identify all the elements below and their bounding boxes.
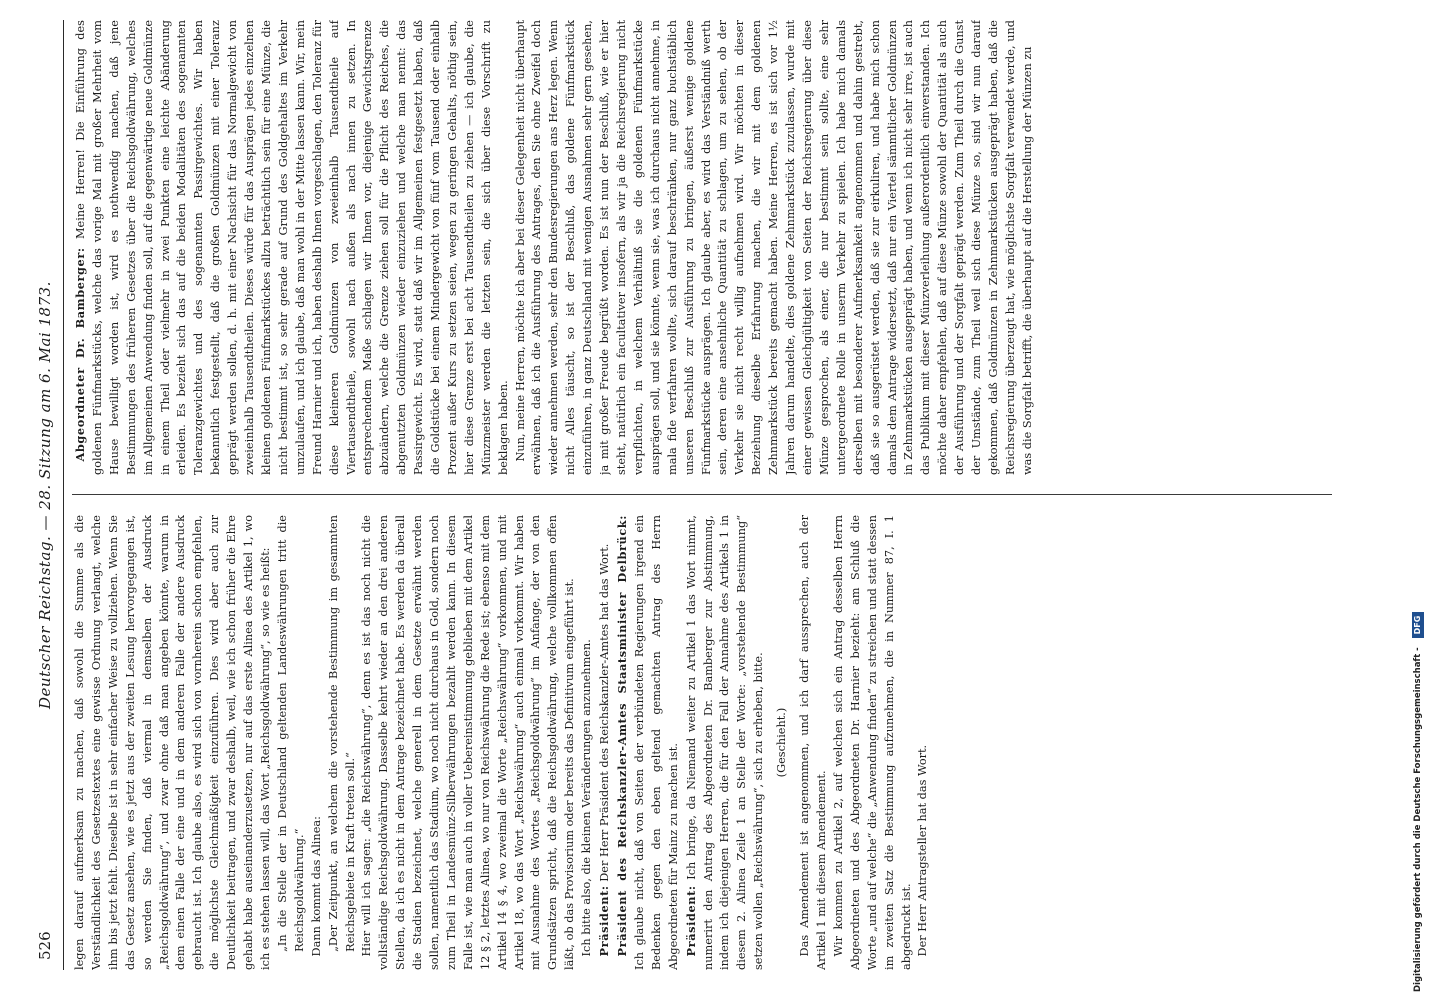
speech-text: Ich glaube nicht, daß von Seiten der verbündeten Regierungen irgend ein Bedenken gegen den eben geltend gemachten Antrag des Herrn Abgeordneten für Mainz zu machen ist. — [632, 515, 680, 970]
speech-text: Der Herr Präsident des Reichskanzler-Amtes hat das Wort. — [598, 543, 612, 886]
paragraph: legen darauf aufmerksam zu machen, daß sowohl die Summe als die Verständlichkeit des Gesetzestextes eine gewisse Ordnung verlangt, welche ihm bis jetzt fehlt. Dieselbe ist in sehr einfacher Weise zu vollziehen. Wenn Sie das Gesetz ansehen, wie es jetzt aus der zweiten Lesung hervorgegangen ist, so werden Sie finden, daß viermal in demselben der Ausdruck „Reichsgoldwährung“, und zwar ohne daß man angeben könnte, warum in dem einen Falle der eine und in dem anderen Falle der andere Ausdruck gebraucht ist. Ich glaube also, es wird sich von vornherein schon empfehlen, die möglichste Gleichmäßigkeit einzuführen. Dies wird aber auch zur Deutlichkeit beitragen, und zwar deshalb, weil, wie ich schon früher die Ehre gehabt habe auseinanderzusetzen, nur auf das erste Alinea des Artikel 1, wo ich es stehen lassen will, das Wort „Reichsgoldwährung“, so wie es heißt: — [73, 515, 272, 970]
document-page — [30, 20, 1340, 970]
paragraph: Nun, meine Herren, möchte ich aber bei dieser Gelegenheit nicht überhaupt erwähnen, daß ich die Ausführung des Antrages, den Sie ohne Zweifel doch wieder annehmen werden, sehr den Bundesregierungen ans Herz legen. Wenn nicht Alles täuscht, so ist der Beschluß, das goldene Fünfmarkstück einzuführen, in ganz Deutschland mit wenigen Ausnahmen sehr gern gesehen, ja mit großer Freude begrüßt worden. Es ist nun der Beschluß, wie er hier steht, natürlich ein facultativer insofern, als wir ja die Reichsregierung nicht verpflichten, in welchem Verhältniß sie die goldenen Fünfmarkstücke ausprägen soll, und sie könnte, wenn sie, was ich durchaus nicht annehme, in mala fide verfahren wollte, sich darauf beschränken, nur ganz buchstäblich unseren Beschluß zur Ausführung zu bringen, äußerst wenige goldene Fünfmarkstücke ausprägen. Ich glaube aber, es wird das Verständniß werth sein, deren eine ansehnliche Quantität zu schlagen, um zu sehen, ob der Verkehr sie nicht recht willig aufnehmen wird. Wir möchten in dieser Beziehung dieselbe Erfahrung machen, die wir mit dem goldenen Zehnmarkstück bereits gemacht haben. Meine Herren, es ist sich vor 1½ Jahren darum handelte, dies goldene Zehnmarkstück zuzulassen, wurde mit einer gewissen Gleichgültigkeit von Seiten der Reichsregierung über diese Münze gesprochen, als einer, die nur bestimmt sein sollte, eine sehr untergeordnete Rolle in unserm Verkehr zu spielen. Ich habe mich damals derselben mit besonderer Aufmerksamkeit angenommen und dahin gestrebt, daß sie so ausgerüstet werden, daß sie zur eirkuliren, und habe mich schon damals dem Antrage widersetzt, daß nur ein Viertel sämmtlicher Goldmünzen in Zehnmarkstücken ausgeprägt haben, und wenn ich nicht sehr irre, ist auch das Publikum mit dieser Münzverleihung außerordentlich einverstanden. Ich möchte daher empfehlen, daß auf diese Münze sowohl der Quantität als auch der Ausführung und der Sorgfalt geprägt werden. Zum Theil durch die Gunst der Umstände, zum Theil weil sich diese Münze so, sind wir nun darauf gekommen, daß Goldmünzen in Zehnmarkstücken ausgeprägt haben, daß die Reichsregierung überzeugt hat, wie möglichste Sorgfalt verwendet werde, und was die Sorgfalt betrifft, die überhaupt auf die Herstellung der Münzen zu — [513, 20, 1034, 475]
paragraph: Dann kommt das Alinea: — [309, 816, 323, 957]
paragraph: Der Herr Antragsteller hat das Wort. — [916, 744, 930, 957]
digitization-credit — [1408, 8, 1428, 992]
credit-text: Digitalisierung gefördert durch die Deutsche Forschungsgemeinschaft - — [1413, 647, 1423, 992]
paragraph: Ich bitte also, die kleinen Veränderungen anzunehmen. — [580, 639, 594, 957]
speech — [683, 515, 769, 970]
speech — [72, 20, 513, 475]
right-column — [72, 20, 1332, 475]
column-divider — [72, 494, 1332, 495]
header-rule — [63, 20, 64, 970]
stage-direction: (Geschieht.) — [775, 707, 789, 778]
quotation: „Der Zeitpunkt, an welchem die vorstehende Bestimmung im gesammten Reichsgebiete in Kraft treten soll.“ — [326, 515, 357, 952]
speech — [614, 515, 683, 970]
speaker-name: Präsident: — [683, 885, 698, 957]
speech-text: Ich bringe, da Niemand weiter zu Artikel 1 das Wort nimmt, numerirt den Antrag des Abgeordneten Dr. Bamberger zur Abstimmung, indem ich diejenigen Herren, die für den Fall der Annahme des Artikels 1 in diesem 2. Alinea Zeile 1 an Stelle der Worte: „vorstehende Bestimmung“ setzen wollen „Reichswährung“, sich zu erheben, bitte. — [684, 515, 766, 970]
speaker-name: Präsident: — [597, 885, 612, 957]
dfg-logo: DFG — [1412, 612, 1424, 639]
paragraph: Hier will ich sagen: „die Reichswährung“, denn es ist das noch nicht die vollständige Reichsgoldwährung. Dasselbe kehrt wieder an den drei anderen Stellen, da ich es nicht in dem Antrage bezeichnet habe. Es werden da überall die Stadien bezeichnet, welche generell in dem Gesetze erwähnt werden sollen, namentlich das Stadium, wo noch nicht durchaus in Gold, sondern noch zum Theil in Landesmünz-Silberwährungen bezahlt werden kann. In diesem Falle ist, wie man auch in voller Uebereinstimmung geblieben mit dem Artikel 12 § 2, letztes Alinea, wo nur von Reichswährung die Rede ist; ebenso mit dem Artikel 14 § 4, wo zweimal die Worte „Reichswährung“ vorkommen, und mit Artikel 18, wo das Wort „Reichswährung“ auch einmal vorkommt. Wir haben mit Ausnahme des Wortes „Reichsgoldwährung“ im Anfange, der von den Grundsätzen spricht, daß die Reichsgoldwährung, welche vollkommen offen läßt, ob das Provisorium oder bereits das Definitivum eingeführt ist. — [360, 515, 577, 970]
speech — [596, 515, 614, 970]
speaker-name: Präsident des Reichskanzler-Amtes Staatsminister Delbrück: — [615, 515, 629, 957]
quotation: „In die Stelle der in Deutschland geltenden Landeswährungen tritt die Reichsgoldwährung.“ — [275, 515, 306, 952]
left-column — [72, 515, 1332, 970]
running-title: Deutscher Reichstag. — 28. Sitzung am 6. Mai 1873. — [36, 281, 54, 709]
paragraph: Wir kommen zu Artikel 2, auf welchen sich ein Antrag desselben Herrn Abgeordneten und des Abgeordneten Dr. Harnier bezieht: am Schluß die Worte „und auf welche“ die „Anwendung finden“ zu streichen und statt dessen im zweiten Satz die Bestimmung aufzunehmen, die in Nummer 87, I. 1 abgedruckt ist. — [831, 515, 913, 970]
page-number: 526 — [36, 931, 54, 960]
speech-text: Meine Herren! Die Einführung des goldenen Fünfmarkstücks, welche das vorige Mal mit großer Mehrheit vom Hause bewilligt worden ist, wird es nothwendig machen, daß jene Bestimmungen des früheren Gesetzes über die Reichsgoldwährung, welches im Allgemeinen Anwendung finden soll, auf die gegenwärtige neue Goldmünze in einem Theil oder vielmehr in zwei Punkten eine leichte Abänderung erleiden. Es bezieht sich das auf die beiden Modalitäten des sogenannten Toleranzgewichtes und des sogenannten Passirgewichtes. Wir haben bekanntlich festgestellt, daß die großen Goldmünzen mit einer Toleranz geprägt werden sollen, d. h. mit einer Nachsicht für das Normalgewicht von zweieinhalb Tausendtheilen. Dieses würde für das Ausprägen jedes einzelnen kleinen goldenen Fünfmarkstückes allzu beträchtlich sein für eine Münze, die nicht bestimmt ist, so sehr gerade auf Grund des Goldgehaltes im Verkehr umzulaufen, und ich glaube, daß man wohl in der Mitte lassen kann. Wir, mein Freund Harnier und ich, haben deshalb Ihnen vorgeschlagen, den Toleranz für diese kleineren Goldmünzen von zweieinhalb Tausendtheile auf Viertausendtheile, sowohl nach außen als nach innen zu setzen. In entsprechendem Maße schlagen wir Ihnen vor, diejenige Gewichtsgrenze abzuändern, welche die Grenze ziehen soll für die Pflicht des Reiches, die abgenutzten Goldmünzen wieder einzuziehen und welche man nennt: das Passirgewicht. Es wird, statt daß wir im Allgemeinen festgesetzt haben, daß die Goldstücke bei einem Mindergewicht von fünf vom Tausend oder einhalb Prozent außer Kurs zu setzen seien, wegen zu geringen Gehalts, nöthig sein, hier diese Grenze erst bei acht Tausendtheilen zu ziehen — ich glaube, die Münzmeister werden die letzten sein, die sich über diese Vorschrift zu beklagen haben. — [74, 20, 510, 475]
page-header — [30, 20, 60, 970]
paragraph: Das Amendement ist angenommen, und ich darf aussprechen, auch der Artikel 1 mit diesem Amendement. — [798, 515, 828, 970]
speaker-name: Abgeordneter Dr. Bamberger: — [73, 247, 87, 462]
